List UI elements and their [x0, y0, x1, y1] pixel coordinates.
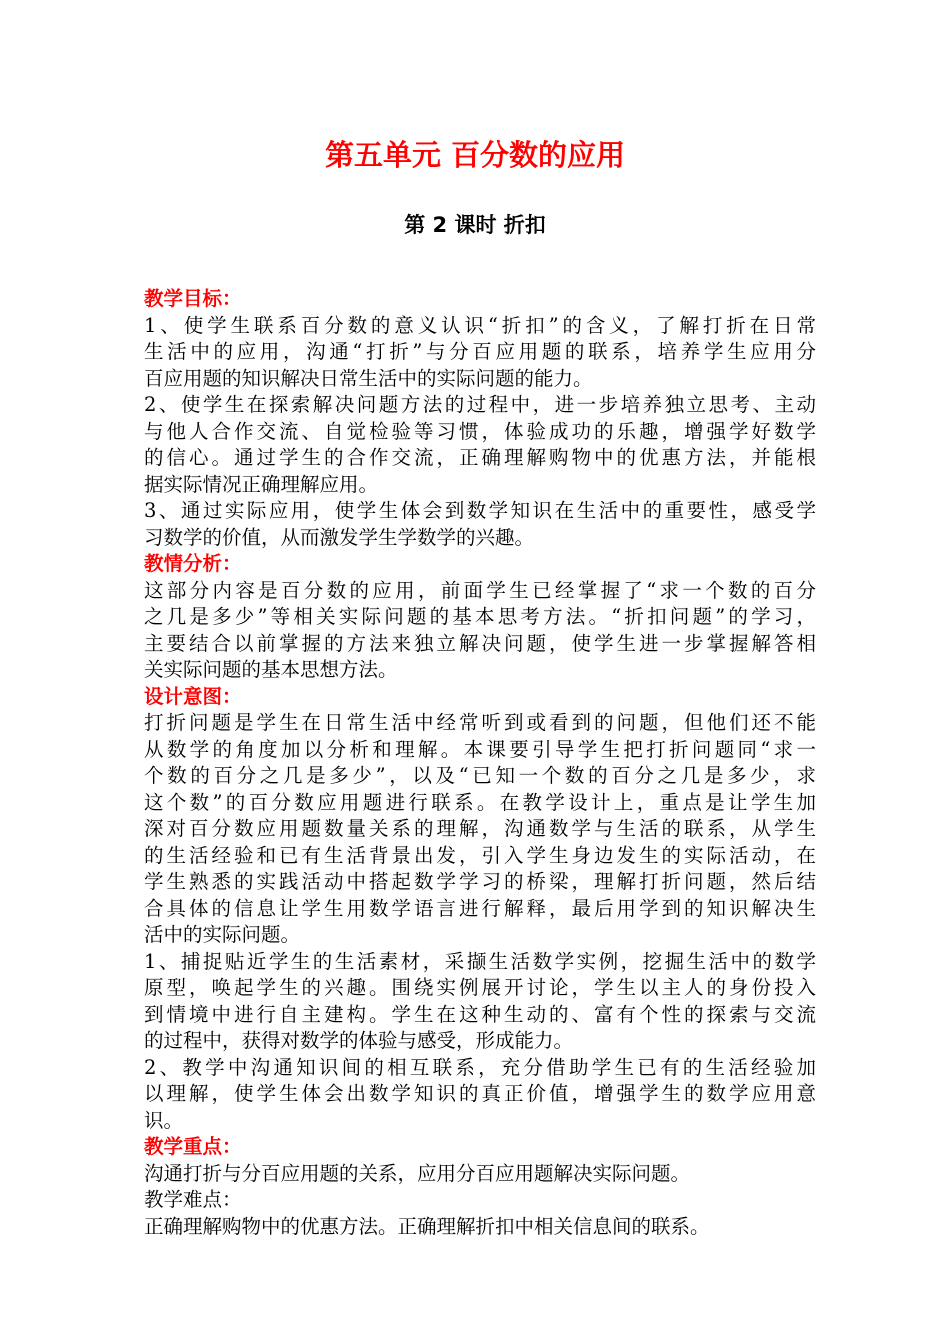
text-line: 深对百分数应用题数量关系的理解，沟通数学与生活的联系，从学生 [144, 817, 816, 840]
section-heading: 设计意图： [144, 684, 242, 708]
paragraph [144, 578, 816, 684]
text-line: 原型，唤起学生的兴趣。围绕实例展开讨论，学生以主人的身份投入 [144, 976, 816, 999]
text-line: 以理解，使学生体会出数学知识的真正价值，增强学生的数学应用意 [144, 1082, 816, 1105]
text-line: 与他人合作交流、自觉检验等习惯，体验成功的乐趣，增强学好数学 [144, 419, 816, 443]
teaching-objectives-section [144, 286, 816, 551]
paragraph [144, 1055, 816, 1135]
teaching-difficulties-section [144, 1187, 816, 1240]
section-heading: 教学重点： [144, 1135, 242, 1158]
text-line: 之几是多少”等相关实际问题的基本思考方法。“折扣问题”的学习， [144, 605, 816, 628]
text-line: 的生活经验和已有生活背景出发，引入学生身边发生的实际活动，在 [144, 843, 816, 867]
learning-analysis-section [144, 551, 816, 684]
paragraph [144, 392, 816, 498]
text-line: 据实际情况正确理解应用。 [144, 472, 379, 496]
text-line: 1、捕捉贴近学生的生活素材，采撷生活数学实例，挖掘生活中的数学 [144, 949, 816, 973]
text-line: 1、使学生联系百分数的意义认识“折扣”的含义，了解打折在日常 [144, 313, 816, 337]
text-line: 习数学的价值，从而激发学生学数学的兴趣。 [144, 525, 535, 549]
text-line: 关实际问题的基本思想方法。 [144, 658, 398, 681]
text-line: 生活中的应用，沟通“打折”与分百应用题的联系，培养学生应用分 [144, 340, 816, 363]
text-line: 从数学的角度加以分析和理解。本课要引导学生把打折问题同“求一 [144, 737, 816, 761]
section-heading: 教学难点： [144, 1188, 242, 1211]
section-heading: 教学目标： [144, 287, 242, 310]
text-line: 沟通打折与分百应用题的关系，应用分百应用题解决实际问题。 [144, 1161, 691, 1185]
text-line: 学生熟悉的实践活动中搭起数学学习的桥梁，理解打折问题，然后结 [144, 870, 816, 893]
design-intent-section [144, 684, 816, 1135]
text-line: 活中的实际问题。 [144, 923, 301, 946]
teaching-key-points-section [144, 1134, 816, 1187]
text-line: 3、通过实际应用，使学生体会到数学知识在生活中的重要性，感受学 [144, 499, 816, 522]
paragraph [144, 710, 816, 949]
lesson-subtitle: 第 2 课时 折扣 [404, 213, 546, 237]
section-heading: 教情分析： [144, 552, 242, 575]
paragraph [144, 949, 816, 1055]
text-line: 2、使学生在探索解决问题方法的过程中，进一步培养独立思考、主动 [144, 393, 816, 416]
document-body [144, 286, 816, 1240]
document-title: 第五单元 百分数的应用 [324, 138, 626, 172]
text-line: 识。 [144, 1108, 184, 1132]
text-line: 这个数”的百分数应用题进行联系。在教学设计上，重点是让学生加 [144, 790, 816, 814]
text-line: 百应用题的知识解决日常生活中的实际问题的能力。 [144, 366, 593, 390]
text-line: 主要结合以前掌握的方法来独立解决问题，使学生进一步掌握解答相 [144, 631, 816, 655]
text-line: 个数的百分之几是多少”，以及“已知一个数的百分之几是多少，求 [144, 764, 816, 787]
paragraph [144, 313, 816, 393]
text-line: 2、教学中沟通知识间的相互联系，充分借助学生已有的生活经验加 [144, 1055, 816, 1079]
text-line: 的信心。通过学生的合作交流，正确理解购物中的优惠方法，并能根 [144, 446, 816, 469]
paragraph [144, 498, 816, 551]
text-line: 正确理解购物中的优惠方法。正确理解折扣中相关信息间的联系。 [144, 1214, 710, 1238]
text-line: 这部分内容是百分数的应用，前面学生已经掌握了“求一个数的百分 [144, 578, 816, 602]
text-line: 的过程中，获得对数学的体验与感受，形成能力。 [144, 1029, 574, 1052]
paragraph [144, 1214, 816, 1241]
text-line: 打折问题是学生在日常生活中经常听到或看到的问题，但他们还不能 [144, 711, 816, 734]
text-line: 合具体的信息让学生用数学语言进行解释，最后用学到的知识解决生 [144, 896, 816, 920]
paragraph [144, 1161, 816, 1188]
text-line: 到情境中进行自主建构。学生在这种生动的、富有个性的探索与交流 [144, 1002, 816, 1026]
